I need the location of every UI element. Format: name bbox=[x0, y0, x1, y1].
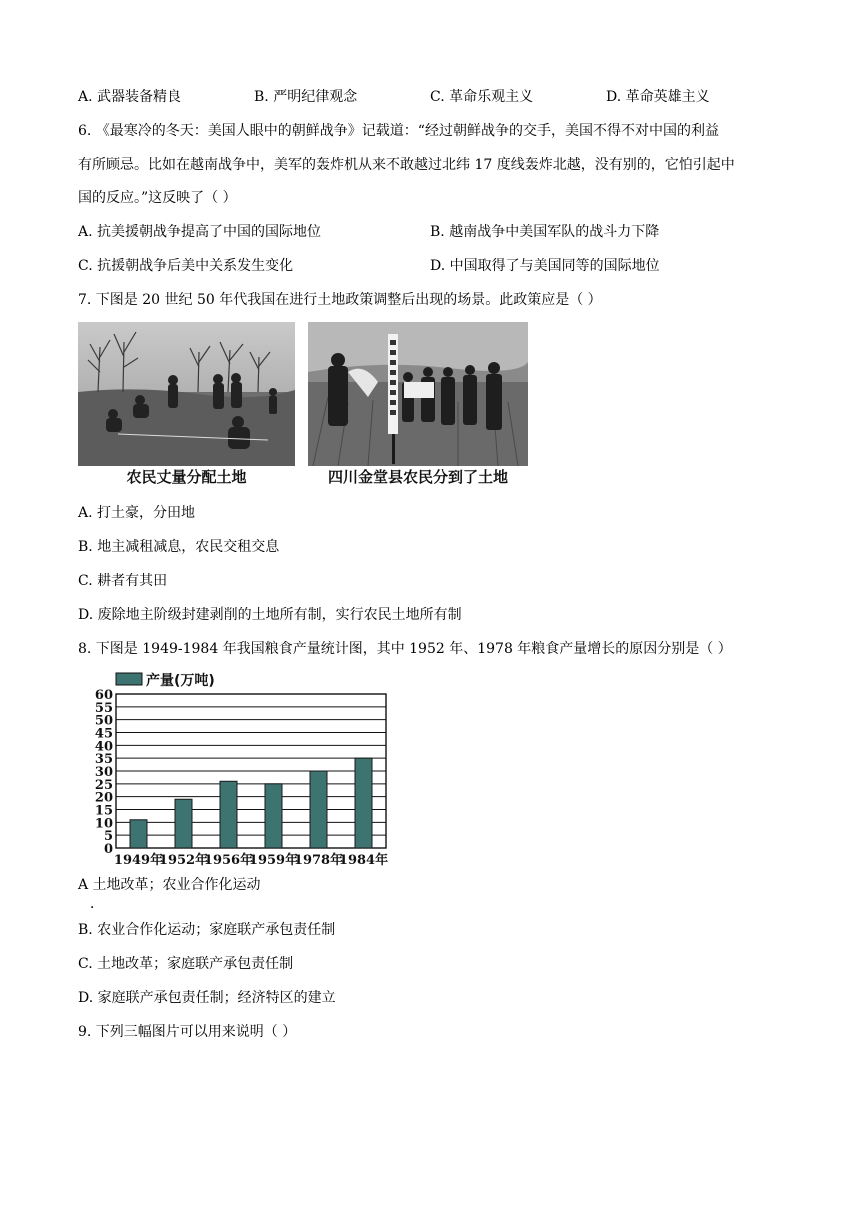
bar-1956年 bbox=[220, 781, 237, 848]
q8-option-a: A 土地改革；农业合作化运动 bbox=[78, 877, 261, 893]
bar-1949年 bbox=[130, 820, 147, 848]
y-tick-label: 15 bbox=[94, 803, 113, 819]
q5-option-a: A. 武器装备精良 bbox=[78, 89, 182, 105]
q6-option-b: B. 越南战争中美国军队的战斗力下降 bbox=[430, 224, 660, 240]
y-tick-label: 20 bbox=[94, 790, 113, 806]
photo-caption-1: 农民丈量分配土地 bbox=[126, 468, 247, 486]
q8-option-d: D. 家庭联产承包责任制；经济特区的建立 bbox=[78, 990, 336, 1006]
photo-farmers-land bbox=[308, 322, 528, 466]
q5-option-c: C. 革命乐观主义 bbox=[430, 89, 534, 105]
x-tick-label: 1978年 bbox=[293, 853, 344, 866]
x-tick-label: 1952年 bbox=[158, 853, 209, 866]
q9-stem: 9. 下列三幅图片可以用来说明（ ） bbox=[78, 1024, 297, 1040]
q7-option-b: B. 地主减租减息，农民交租交息 bbox=[78, 539, 280, 555]
y-tick-label: 5 bbox=[103, 829, 113, 845]
grain-output-chart bbox=[92, 670, 402, 866]
y-tick-label: 0 bbox=[103, 842, 113, 857]
x-tick-label: 1984年 bbox=[338, 853, 389, 866]
y-tick-label: 30 bbox=[94, 765, 113, 780]
q6-stem-line-2: 有所顾忌。比如在越南战争中，美军的轰炸机从来不敢越过北纬 17 度线轰炸北越，没有别的，它怕引起中 bbox=[78, 157, 735, 173]
q5-option-d: D. 革命英雄主义 bbox=[606, 89, 710, 105]
q8-option-c: C. 土地改革；家庭联产承包责任制 bbox=[78, 956, 294, 972]
q6-stem-line-3: 国的反应。”这反映了（ ） bbox=[78, 190, 237, 206]
q8-stem: 8. 下图是 1949-1984 年我国粮食产量统计图，其中 1952 年、1978 年粮食产量增长的原因分别是（ ） bbox=[78, 641, 732, 657]
q6-stem-line-1: 6. 《最寒冷的冬天：美国人眼中的朝鲜战争》记载道：“经过朝鲜战争的交手，美国不得不对中国的利益 bbox=[78, 123, 719, 139]
bar-1952年 bbox=[175, 799, 192, 848]
q7-option-d: D. 废除地主阶级封建剥削的土地所有制，实行农民土地所有制 bbox=[78, 607, 462, 623]
y-tick-label: 40 bbox=[94, 739, 113, 755]
y-tick-label: 45 bbox=[94, 726, 113, 742]
q8-option-b: B. 农业合作化运动；家庭联产承包责任制 bbox=[78, 922, 336, 938]
y-tick-label: 50 bbox=[94, 713, 113, 729]
q8-option-a-dot: ． bbox=[90, 896, 104, 912]
y-tick-label: 25 bbox=[94, 777, 113, 793]
q5-option-b: B. 严明纪律观念 bbox=[254, 89, 358, 105]
y-tick-label: 55 bbox=[94, 700, 113, 716]
q6-option-d: D. 中国取得了与美国同等的国际地位 bbox=[430, 258, 660, 274]
q7-option-a: A. 打土豪，分田地 bbox=[78, 505, 196, 521]
bar-1984年 bbox=[355, 758, 372, 848]
x-tick-label: 1956年 bbox=[203, 853, 254, 866]
photo-measuring-land bbox=[78, 322, 295, 466]
legend-label: 产量(万吨) bbox=[146, 673, 215, 689]
y-tick-label: 10 bbox=[94, 816, 113, 832]
x-tick-label: 1959年 bbox=[248, 853, 299, 866]
legend-swatch bbox=[116, 673, 142, 685]
y-tick-label: 35 bbox=[94, 752, 113, 768]
q6-option-a: A. 抗美援朝战争提高了中国的国际地位 bbox=[78, 224, 322, 240]
x-tick-label: 1949年 bbox=[113, 853, 164, 866]
photo-caption-2: 四川金堂县农民分到了土地 bbox=[327, 468, 508, 486]
grain-output-chart-svg bbox=[92, 670, 402, 866]
q7-stem: 7. 下图是 20 世纪 50 年代我国在进行土地政策调整后出现的场景。此政策应是（ ） bbox=[78, 292, 602, 308]
q6-option-c: C. 抗援朝战争后美中关系发生变化 bbox=[78, 258, 294, 274]
y-tick-label: 60 bbox=[94, 688, 113, 703]
bar-1959年 bbox=[265, 784, 282, 848]
q7-option-c: C. 耕者有其田 bbox=[78, 573, 168, 589]
bar-1978年 bbox=[310, 771, 327, 848]
